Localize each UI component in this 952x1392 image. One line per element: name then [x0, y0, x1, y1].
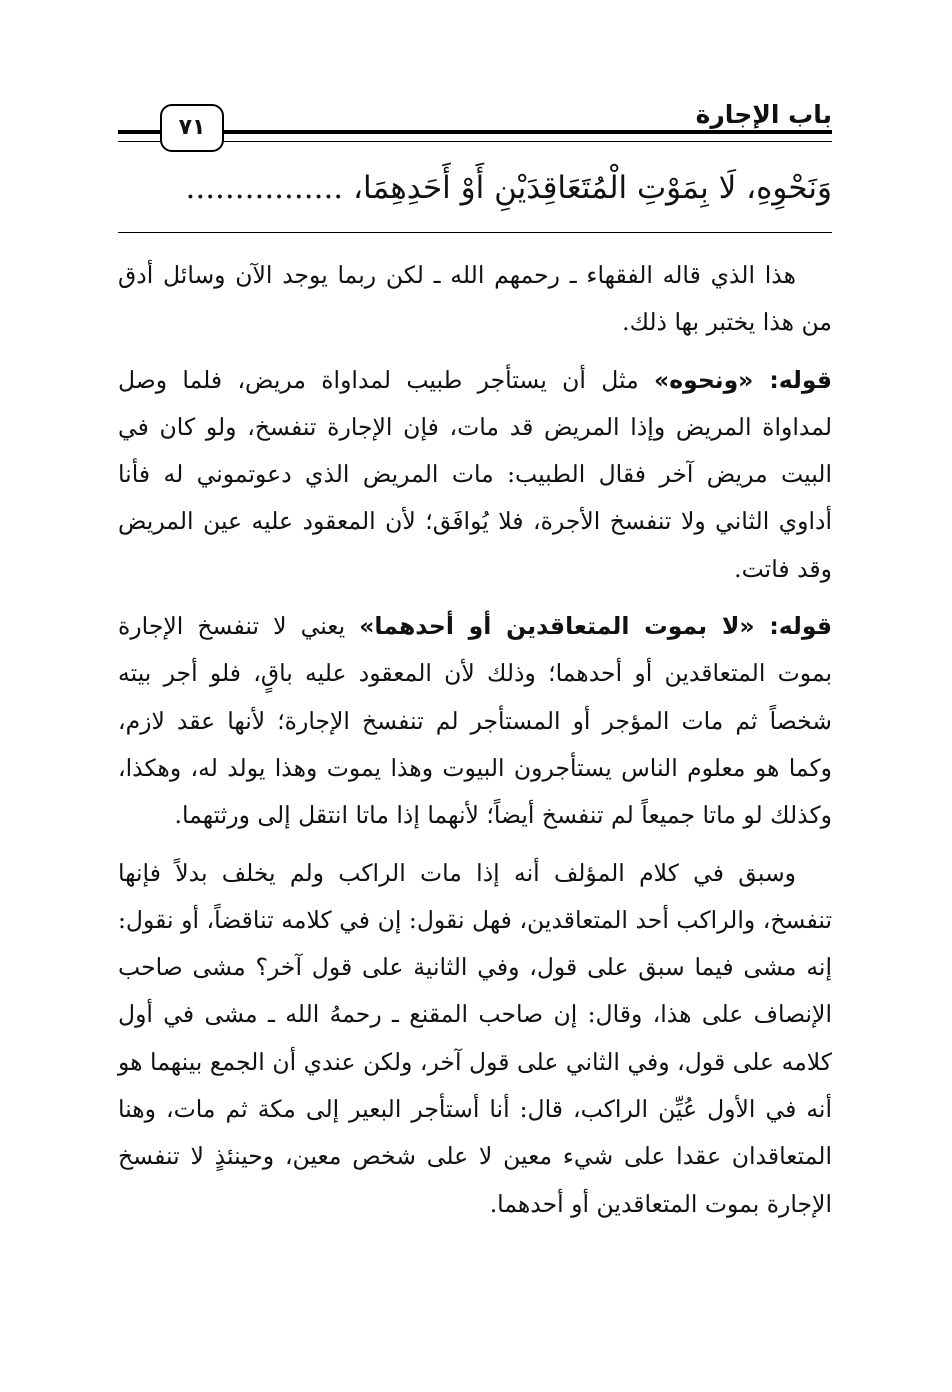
commentary-paragraph-1 — [118, 252, 832, 347]
matn-dots: ................ — [185, 170, 344, 206]
header-rule-left — [118, 130, 160, 142]
matn-divider — [118, 232, 832, 233]
commentary-paragraph-3 — [118, 603, 832, 839]
chapter-title: باب الإجارة — [695, 100, 832, 129]
qawl-label: قوله: «لا بموت المتعاقدين أو أحدهما» — [359, 612, 832, 641]
matn-text: وَنَحْوِهِ، لَا بِمَوْتِ الْمُتَعَاقِدَيْنِ أَوْ أَحَدِهِمَا، — [353, 170, 832, 206]
page-header — [118, 98, 832, 148]
commentary-paragraph-2 — [118, 357, 832, 593]
qawl-label: قوله: «ونحوه» — [654, 365, 832, 394]
paragraph-text: وسبق في كلام المؤلف أنه إذا مات الراكب ولم يخلف بدلاً فإنها تنفسخ، والراكب أحد المتعاقدين، فهل نقول: إن في كلامه تناقضاً، أو نقول: إنه مشى فيما سبق على قول، وفي الثانية على قول آخر؟ مشى صاحب الإنصاف على هذا، وقال: إن صاحب المقنع ـ رحمهُ الله ـ مشى في أول كلامه على قول، وفي الثاني على قول آخر، ولكن عندي أن الجمع بينهما هو أنه في الأول عُيِّن الراكب، قال: أنا أستأجر البعير إلى مكة ثم مات، وهنا المتعاقدان عقدا على شيء معين لا على شخص معين، وحينئذٍ لا تنفسخ الإجارة بموت المتعاقدين أو أحدهما. — [118, 858, 832, 1218]
commentary-body — [118, 252, 832, 1228]
paragraph-text: يعني لا تنفسخ الإجارة بموت المتعاقدين أو أحدهما؛ وذلك لأن المعقود عليه باقٍ، فلو أجر بيته شخصاً ثم مات المؤجر أو المستأجر لم تنفسخ الإجارة؛ لأنها عقد لازم، وكما هو معلوم الناس يستأجرون البيوت وهذا يموت وهذا يولد له، وهكذا، وكذلك لو ماتا جميعاً لم تنفسخ أيضاً؛ لأنهما إذا ماتا انتقل إلى ورثتهما. — [118, 612, 832, 830]
commentary-paragraph-4 — [118, 850, 832, 1228]
paragraph-text: مثل أن يستأجر طبيب لمداواة مريض، فلما وصل لمداواة المريض وإذا المريض قد مات، فإن الإجارة تنفسخ، ولو كان في البيت مريض آخر فقال الطبيب: مات المريض الذي دعوتموني له فأنا أداوي الثاني ولا تنفسخ الأجرة، فلا يُوافَق؛ لأن المعقود عليه عين المريض وقد فاتت. — [118, 365, 832, 583]
page-number: ٧١ — [178, 115, 206, 140]
matn-line — [118, 162, 832, 214]
page-number-frame — [160, 104, 224, 152]
paragraph-text: هذا الذي قاله الفقهاء ـ رحمهم الله ـ لكن ربما يوجد الآن وسائل أدق من هذا يختبر بها ذلك. — [118, 261, 832, 337]
